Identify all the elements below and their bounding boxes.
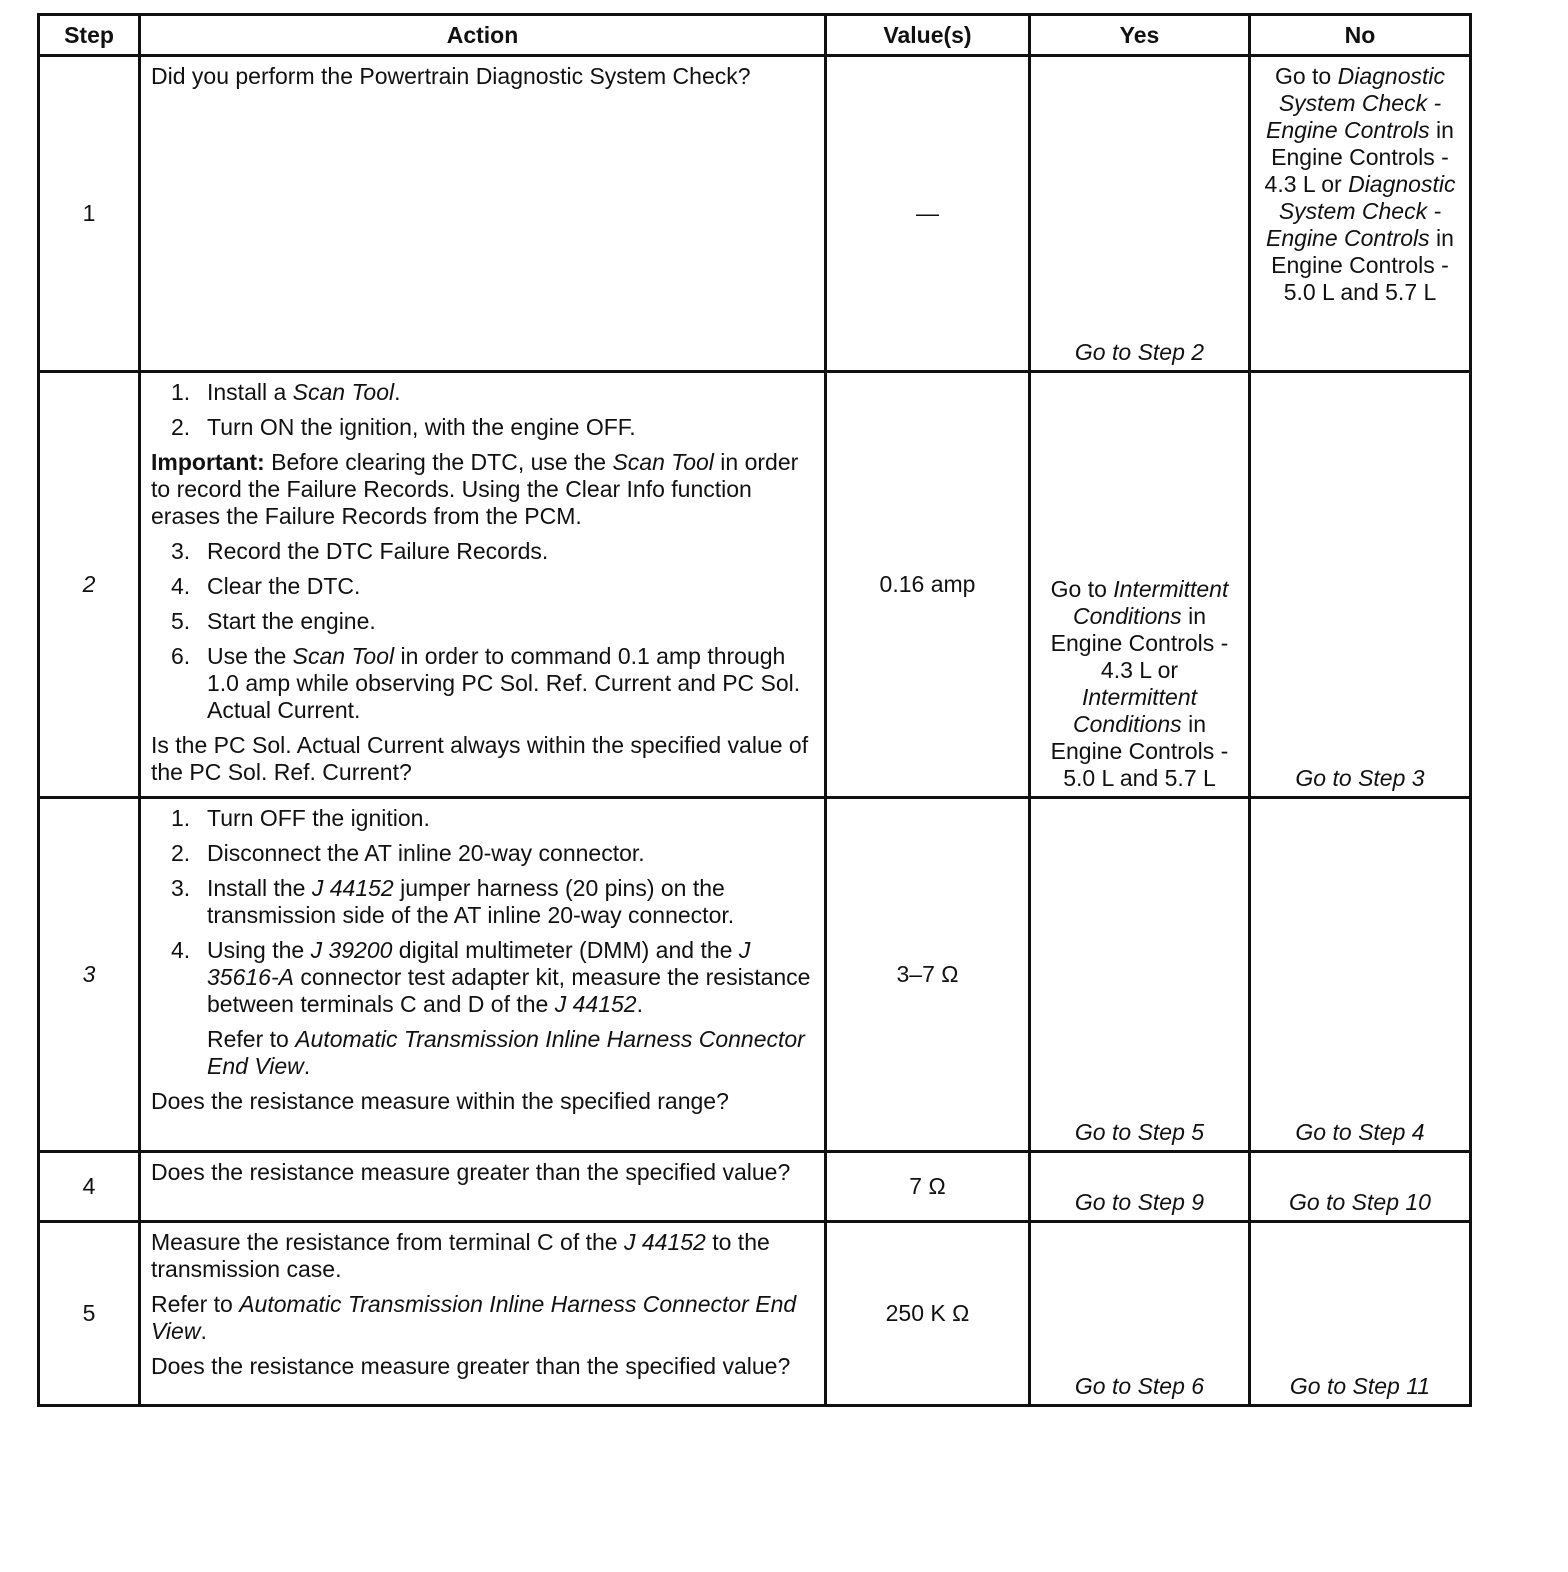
table-row-step-3: [39, 798, 1471, 1152]
action-paragraph: [151, 1229, 814, 1283]
refer-link[interactable]: Automatic Transmission Inline Harness Connector End View: [207, 1026, 805, 1079]
value-cell: —: [826, 56, 1030, 372]
tool-reference: J 44152: [311, 875, 394, 901]
note-text: Before clearing the DTC, use the: [264, 449, 613, 475]
yes-cell: [1030, 56, 1250, 372]
yes-cell: [1030, 798, 1250, 1152]
step-number: 5: [39, 1222, 140, 1406]
value-cell: 3–7 Ω: [826, 798, 1030, 1152]
item-number: 3.: [171, 538, 191, 564]
yes-text: in Engine Controls - 5.0 L and 5.7 L: [1050, 711, 1229, 791]
no-link-diagnostic-check-5-0[interactable]: Diagnostic System Check - Engine Controls: [1266, 171, 1456, 251]
tool-reference: J 44152: [554, 991, 637, 1017]
no-cell: [1250, 1152, 1471, 1222]
item-text: Turn OFF the ignition.: [207, 805, 430, 831]
refer-note: [151, 1026, 814, 1080]
yes-link[interactable]: Go to Step 5: [1074, 1119, 1205, 1145]
action-question: Does the resistance measure within the specified range?: [151, 1088, 729, 1114]
yes-text: Go to: [1050, 576, 1114, 602]
no-text: in Engine Controls - 5.0 L and 5.7 L: [1271, 225, 1454, 305]
refer-text: Refer to: [151, 1291, 240, 1317]
table-row-step-1: [39, 56, 1471, 372]
item-number: 4.: [171, 937, 191, 963]
header-action: Action: [140, 15, 826, 56]
important-note: [151, 449, 814, 530]
no-text: in Engine Controls - 4.3 L or: [1264, 117, 1454, 197]
item-number: 1.: [171, 805, 191, 831]
tool-reference: J 44152: [623, 1229, 706, 1255]
item-text: Record the DTC Failure Records.: [207, 538, 549, 564]
header-yes: Yes: [1030, 15, 1250, 56]
paragraph-text: Measure the resistance from terminal C of the: [151, 1229, 624, 1255]
item-number: 2.: [171, 414, 191, 440]
header-no: No: [1250, 15, 1471, 56]
action-question: Did you perform the Powertrain Diagnostic System Check?: [151, 63, 751, 89]
list-item: [151, 840, 814, 867]
note-text-italic: Scan Tool: [612, 449, 714, 475]
no-link[interactable]: Go to Step 4: [1295, 1119, 1425, 1145]
list-item: [151, 538, 814, 565]
refer-text: Refer to: [207, 1026, 296, 1052]
value-cell: 0.16 amp: [826, 372, 1030, 798]
item-number: 4.: [171, 573, 191, 599]
list-item: [151, 937, 814, 1018]
item-text-italic: Scan Tool: [292, 643, 395, 669]
yes-link-intermittent-4-3[interactable]: Intermittent Conditions: [1073, 576, 1229, 629]
item-text: Use the: [207, 643, 293, 669]
item-text: Turn ON the ignition, with the engine OFF.: [207, 414, 636, 440]
item-text: Disconnect the AT inline 20-way connector.: [207, 840, 645, 866]
no-link[interactable]: Go to Step 11: [1289, 1373, 1431, 1399]
action-cell: [140, 1222, 826, 1406]
no-cell: [1250, 1222, 1471, 1406]
item-number: 5.: [171, 608, 191, 634]
step-number: 1: [39, 56, 140, 372]
list-item: [151, 573, 814, 600]
table-row-step-2: [39, 372, 1471, 798]
action-question: Is the PC Sol. Actual Current always within the specified value of the PC Sol. Ref. Current?: [151, 732, 809, 785]
item-number: 1.: [171, 379, 191, 405]
yes-link[interactable]: Go to Step 6: [1074, 1373, 1205, 1399]
table-row-step-4: [39, 1152, 1471, 1222]
item-text-italic: Scan Tool: [292, 379, 395, 405]
action-cell: [140, 1152, 826, 1222]
list-item: [151, 805, 814, 832]
step-number: 2: [39, 372, 140, 798]
item-number: 2.: [171, 840, 191, 866]
list-item: [151, 608, 814, 635]
header-step: Step: [39, 15, 140, 56]
no-cell: [1250, 798, 1471, 1152]
item-text: Start the engine.: [207, 608, 376, 634]
refer-text: .: [303, 1053, 311, 1079]
list-item: [151, 379, 814, 406]
yes-cell: [1030, 1222, 1250, 1406]
diagnostic-table: [37, 13, 1472, 1407]
action-cell: [140, 372, 826, 798]
no-link-diagnostic-check-4-3[interactable]: Diagnostic System Check - Engine Controls: [1266, 63, 1446, 143]
no-cell: [1250, 372, 1471, 798]
no-cell: [1250, 56, 1471, 372]
item-text: digital multimeter (DMM) and the: [392, 937, 739, 963]
yes-cell: [1030, 372, 1250, 798]
value-cell: 7 Ω: [826, 1152, 1030, 1222]
action-question: Does the resistance measure greater than the specified value?: [151, 1353, 791, 1379]
item-text: Install the: [207, 875, 312, 901]
refer-note: [151, 1291, 814, 1345]
item-number: 3.: [171, 875, 191, 901]
tool-reference: J 39200: [310, 937, 393, 963]
refer-text: .: [200, 1318, 207, 1344]
no-link[interactable]: Go to Step 3: [1295, 765, 1425, 791]
no-link[interactable]: Go to Step 10: [1289, 1189, 1431, 1215]
item-text: connector test adapter kit, measure the resistance between terminals C and D of the: [207, 964, 811, 1017]
item-text: Install a: [207, 379, 293, 405]
item-text: Clear the DTC.: [207, 573, 361, 599]
yes-link[interactable]: Go to Step 9: [1074, 1189, 1205, 1215]
step-number: 3: [39, 798, 140, 1152]
step-number: 4: [39, 1152, 140, 1222]
refer-link[interactable]: Automatic Transmission Inline Harness Connector End View: [151, 1291, 797, 1344]
important-label: Important:: [151, 449, 265, 475]
paragraph-text: to the transmission case.: [151, 1229, 770, 1282]
item-text: in order to command 0.1 amp through 1.0 amp while observing PC Sol. Ref. Current and PC Sol. Actual Current.: [207, 643, 801, 723]
yes-text: in Engine Controls - 4.3 L or: [1050, 603, 1229, 683]
yes-cell: [1030, 1152, 1250, 1222]
header-row: [39, 15, 1471, 56]
action-cell: [140, 56, 826, 372]
item-number: 6.: [171, 643, 191, 669]
tool-reference: J 35616-A: [207, 937, 751, 990]
no-text: Go to: [1274, 63, 1338, 89]
yes-link-intermittent-5-0[interactable]: Intermittent Conditions: [1073, 684, 1198, 737]
list-item: [151, 643, 814, 724]
item-text: .: [636, 991, 643, 1017]
action-question: Does the resistance measure greater than the specified value?: [151, 1159, 791, 1185]
list-item: [151, 414, 814, 441]
item-text: .: [394, 379, 401, 405]
header-values: Value(s): [826, 15, 1030, 56]
yes-link[interactable]: Go to Step 2: [1074, 339, 1205, 365]
note-text: in order to record the Failure Records. Using the Clear Info function erases the Failure Records from the PCM.: [151, 449, 799, 529]
table-row-step-5: [39, 1222, 1471, 1406]
item-text: Using the: [207, 937, 311, 963]
value-cell: 250 K Ω: [826, 1222, 1030, 1406]
action-cell: [140, 798, 826, 1152]
list-item: [151, 875, 814, 929]
item-text: jumper harness (20 pins) on the transmission side of the AT inline 20-way connector.: [207, 875, 735, 928]
